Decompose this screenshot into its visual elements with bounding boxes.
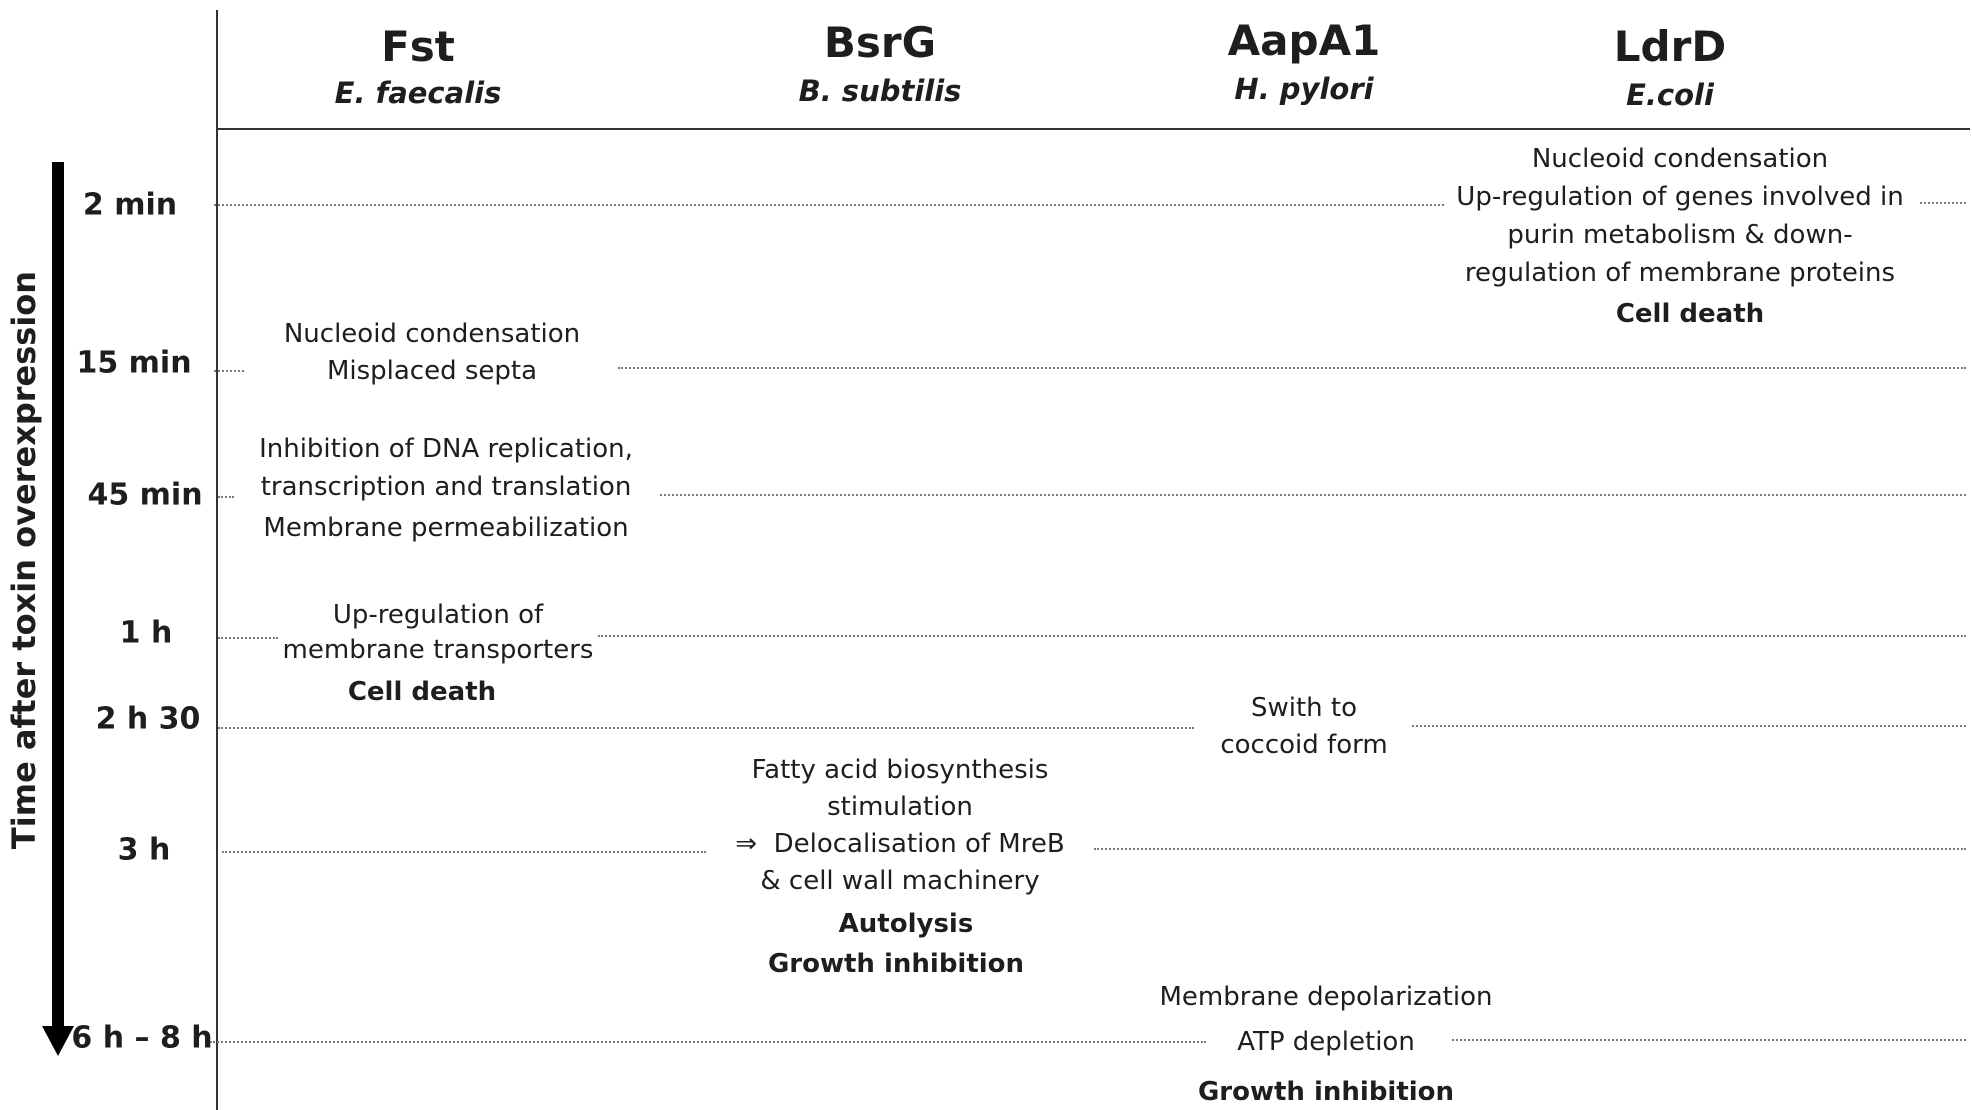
guide-2min <box>1920 202 1966 204</box>
bsrg-3h-line: & cell wall machinery <box>760 866 1040 896</box>
fst-1h-outcome: Cell death <box>347 677 497 707</box>
fst-1h-line: Up-regulation of <box>332 600 544 630</box>
guide-45min <box>660 494 1966 496</box>
left-axis-line <box>216 10 218 1110</box>
time-45min: 45 min <box>87 477 203 513</box>
fst-15min-line: Misplaced septa <box>326 356 538 386</box>
aapa1-230-line: coccoid form <box>1220 730 1388 760</box>
axis-label: Time after toxin overexpression <box>5 270 43 850</box>
guide-6h-8h <box>1452 1039 1966 1041</box>
fst-1h-line: membrane transporters <box>282 635 594 665</box>
time-3h: 3 h <box>117 832 171 868</box>
header-separator <box>216 128 1970 130</box>
time-1h: 1 h <box>119 615 173 651</box>
guide-2h30 <box>1412 725 1966 727</box>
bsrg-3h-line: ⇒ Delocalisation of MreB <box>735 829 1065 859</box>
guide-2h30 <box>218 727 1194 729</box>
aapa1-6h-outcome: Growth inhibition <box>1197 1077 1455 1107</box>
time-2min: 2 min <box>82 187 178 223</box>
header-bsrg: BsrG <box>823 18 937 67</box>
guide-15min <box>214 370 244 372</box>
fst-45min-line: transcription and translation <box>260 472 632 502</box>
guide-2min <box>214 204 1444 206</box>
fst-1h-effects <box>283 598 594 668</box>
ldrd-effects <box>1456 140 1903 292</box>
fst-15min-effects <box>284 316 580 390</box>
header-fst: Fst <box>381 22 455 71</box>
header-bsrg-organism: B. subtilis <box>798 74 962 108</box>
aapa1-6h-effect-1: Membrane depolarization <box>1159 982 1493 1012</box>
ldrd-line: Up-regulation of genes involved in <box>1456 182 1904 212</box>
guide-1h <box>218 637 278 639</box>
aapa1-6h-effect-2: ATP depletion <box>1237 1027 1415 1057</box>
time-2h30: 2 h 30 <box>95 701 201 737</box>
time-arrow <box>40 158 76 1060</box>
header-aapa1: AapA1 <box>1227 16 1381 65</box>
time-6h-8h: 6 h – 8 h <box>71 1020 213 1056</box>
ldrd-line: regulation of membrane proteins <box>1464 258 1896 288</box>
time-15min: 15 min <box>76 345 192 381</box>
aapa1-230-line: Swith to <box>1250 693 1358 723</box>
ldrd-outcome: Cell death <box>1615 299 1765 329</box>
header-fst-organism: E. faecalis <box>334 76 502 110</box>
fst-15min-line: Nucleoid condensation <box>283 319 581 349</box>
guide-1h <box>598 635 1966 637</box>
bsrg-3h-effects <box>752 752 1049 826</box>
guide-15min <box>618 367 1966 369</box>
bsrg-3h-line: Fatty acid biosynthesis <box>751 755 1049 785</box>
bsrg-3h-effects-2 <box>735 826 1064 900</box>
bsrg-outcome-autolysis: Autolysis <box>838 909 974 939</box>
header-ldrd: LdrD <box>1613 22 1727 71</box>
fst-45min-effects <box>259 430 633 506</box>
aapa1-230-effects <box>1220 690 1387 764</box>
ldrd-line: Nucleoid condensation <box>1531 144 1829 174</box>
guide-45min <box>218 496 234 498</box>
ldrd-line: purin metabolism & down- <box>1507 220 1853 250</box>
fst-45min-effect: Membrane permeabilization <box>263 513 629 543</box>
header-aapa1-organism: H. pylori <box>1234 72 1374 106</box>
guide-6h-8h <box>210 1041 1206 1043</box>
guide-3h <box>222 851 706 853</box>
header-ldrd-organism: E.coli <box>1626 78 1714 112</box>
fst-45min-line: Inhibition of DNA replication, <box>259 434 633 464</box>
bsrg-3h-line: stimulation <box>827 792 973 822</box>
guide-3h <box>1094 848 1966 850</box>
bsrg-outcome-growth: Growth inhibition <box>767 949 1025 979</box>
